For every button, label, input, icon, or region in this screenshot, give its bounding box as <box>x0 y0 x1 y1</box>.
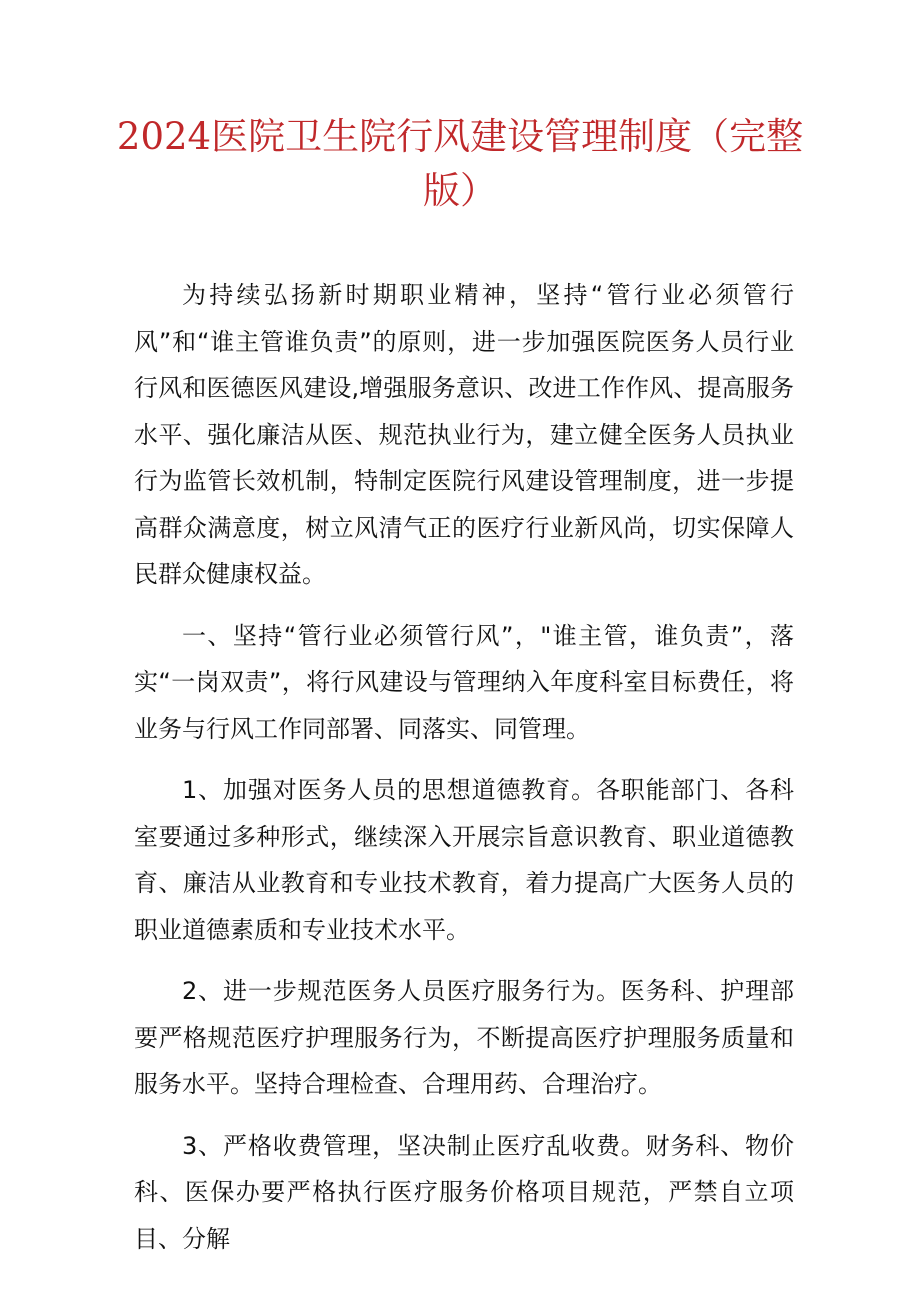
item-two-paragraph: 2、进一步规范医务人员医疗服务行为。医务科、护理部要严格规范医疗护理服务行为，不断提高医疗护理服务质量和服务水平。坚持合理检查、合理用药、合理治疗。 <box>134 977 794 1098</box>
document-body <box>134 272 794 1277</box>
document-title: 2024医院卫生院行风建设管理制度（完整版） <box>116 115 804 212</box>
intro-paragraph: 为持续弘扬新时期职业精神，坚持“管行业必须管行风”和“谁主管谁负责”的原则，进一步加强医院医务人员行业行风和医德医风建设,增强服务意识、改进工作作风、提高服务水平、强化廉洁从医、规范执业行为，建立健全医务人员执业行为监管长效机制，特制定医院行风建设管理制度，进一步提高群众满意度，树立风清气正的医疗行业新风尚，切实保障人民群众健康权益。 <box>134 281 794 588</box>
section-one-paragraph: 一、坚持“管行业必须管行风”，"谁主管，谁负责”，落实“一岗双责”，将行风建设与管理纳入年度科室目标费任，将业务与行风工作同部署、同落实、同管理。 <box>134 621 794 743</box>
item-three-paragraph: 3、严格收费管理，坚决制止医疗乱收费。财务科、物价科、医保办要严格执行医疗服务价格项目规范，严禁自立项目、分解 <box>134 1131 794 1253</box>
item-one-paragraph: 1、加强对医务人员的思想道德教育。各职能部门、各科室要通过多种形式，继续深入开展宗旨意识教育、职业道德教育、廉洁从业教育和专业技术教育，着力提高广大医务人员的职业道德素质和专业技术水平。 <box>134 776 794 944</box>
